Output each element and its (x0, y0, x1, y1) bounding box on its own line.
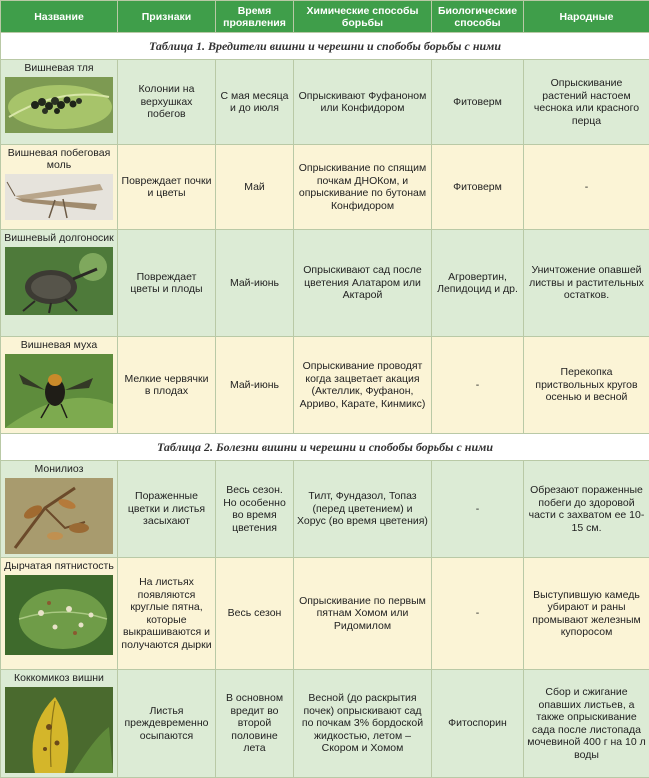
header-row (1, 1, 649, 33)
folk-cell: Уничтожение опавшей листвы и растительных остатков. (524, 230, 649, 337)
folk-cell: Сбор и сжигание опавших листьев, а также опрыскивание сада после листопада мочевиной 400 г на 10 л воды (524, 670, 649, 778)
chemical-cell: Опрыскивание проводят когда зацветает акация (Актеллик, Фуфанон, Арриво, Карате, Кинмикс) (294, 337, 432, 434)
moth-photo-icon (5, 174, 113, 220)
time-cell: Май (216, 145, 294, 230)
section-title-diseases: Таблица 2. Болезни вишни и черешни и спобобы борьбы с ними (1, 434, 649, 461)
signs-cell: Пораженные цветки и листья засыхают (118, 461, 216, 558)
header-name: Название (1, 1, 118, 33)
header-biological: Биологические способы (432, 1, 524, 33)
time-cell: Весь сезон (216, 558, 294, 670)
header-folk: Народные (524, 1, 649, 33)
pest-name: Вишневая побеговая моль (3, 147, 115, 171)
biological-cell: Агровертин, Лепидоцид и др. (432, 230, 524, 337)
table-row (1, 558, 649, 670)
pest-name: Вишневый долгоносик (3, 232, 115, 244)
coccomyces-photo-icon (5, 687, 113, 773)
chemical-cell: Опрыскивание по спящим почкам ДНОКом, и опрыскивание по бутонам Конфидором (294, 145, 432, 230)
shothole-photo-icon (5, 575, 113, 655)
disease-name-cell (1, 558, 118, 670)
chemical-cell: Весной (до раскрытия почек) опрыскивают сад по почкам 3% бордоской жидкостью, летом – Скором и Хомом (294, 670, 432, 778)
section-title-pests: Таблица 1. Вредители вишни и черешни и спобобы борьбы с ними (1, 33, 649, 60)
pest-name-cell (1, 60, 118, 145)
folk-cell: Перекопка приствольных кругов осенью и весной (524, 337, 649, 434)
pest-name-cell (1, 145, 118, 230)
pest-name-cell (1, 230, 118, 337)
table-row (1, 145, 649, 230)
chemical-cell: Опрыскивание по первым пятнам Хомом или Ридомилом (294, 558, 432, 670)
chemical-cell: Тилт, Фундазол, Топаз (перед цветением) и Хорус (во время цветения) (294, 461, 432, 558)
pest-name-cell (1, 337, 118, 434)
disease-name-cell (1, 461, 118, 558)
signs-cell: Мелкие червячки в плодах (118, 337, 216, 434)
table-row (1, 337, 649, 434)
biological-cell: Фитоверм (432, 145, 524, 230)
signs-cell: На листьях появляются круглые пятна, которые выкрашиваются и получаются дырки (118, 558, 216, 670)
signs-cell: Колонии на верхушках побегов (118, 60, 216, 145)
folk-cell: - (524, 145, 649, 230)
biological-cell: - (432, 461, 524, 558)
pest-name: Вишневая тля (3, 62, 115, 74)
time-cell: С мая месяца и до июля (216, 60, 294, 145)
aphid-photo-icon (5, 77, 113, 133)
header-signs: Признаки (118, 1, 216, 33)
table-row (1, 60, 649, 145)
monilia-photo-icon (5, 478, 113, 554)
pest-name: Вишневая муха (3, 339, 115, 351)
folk-cell: Выступившую камедь убирают и раны промывают железным купоросом (524, 558, 649, 670)
disease-name: Монилиоз (3, 463, 115, 475)
biological-cell: Фитоспорин (432, 670, 524, 778)
signs-cell: Повреждает почки и цветы (118, 145, 216, 230)
chemical-cell: Опрыскивают сад после цветения Алатаром или Актарой (294, 230, 432, 337)
chemical-cell: Опрыскивают Фуфаноном или Конфидором (294, 60, 432, 145)
folk-cell: Опрыскивание растений настоем чеснока или красного перца (524, 60, 649, 145)
disease-name: Коккомикоз вишни (3, 672, 115, 684)
header-time: Время проявления (216, 1, 294, 33)
disease-name: Дырчатая пятнистость (3, 560, 115, 572)
table-row (1, 461, 649, 558)
time-cell: Май-июнь (216, 230, 294, 337)
biological-cell: Фитоверм (432, 60, 524, 145)
biological-cell: - (432, 337, 524, 434)
cherry-fly-photo-icon (5, 354, 113, 428)
section-title-row (1, 434, 649, 461)
disease-name-cell (1, 670, 118, 778)
time-cell: Весь сезон. Но особенно во время цветения (216, 461, 294, 558)
biological-cell: - (432, 558, 524, 670)
table-row (1, 670, 649, 778)
header-chemical: Химические способы борьбы (294, 1, 432, 33)
signs-cell: Листья преждевременно осыпаются (118, 670, 216, 778)
time-cell: Май-июнь (216, 337, 294, 434)
signs-cell: Повреждает цветы и плоды (118, 230, 216, 337)
weevil-photo-icon (5, 247, 113, 315)
table-row (1, 230, 649, 337)
folk-cell: Обрезают пораженные побеги до здоровой части с захватом ее 10-15 см. (524, 461, 649, 558)
section-title-row (1, 33, 649, 60)
time-cell: В основном вредит во второй половине лета (216, 670, 294, 778)
